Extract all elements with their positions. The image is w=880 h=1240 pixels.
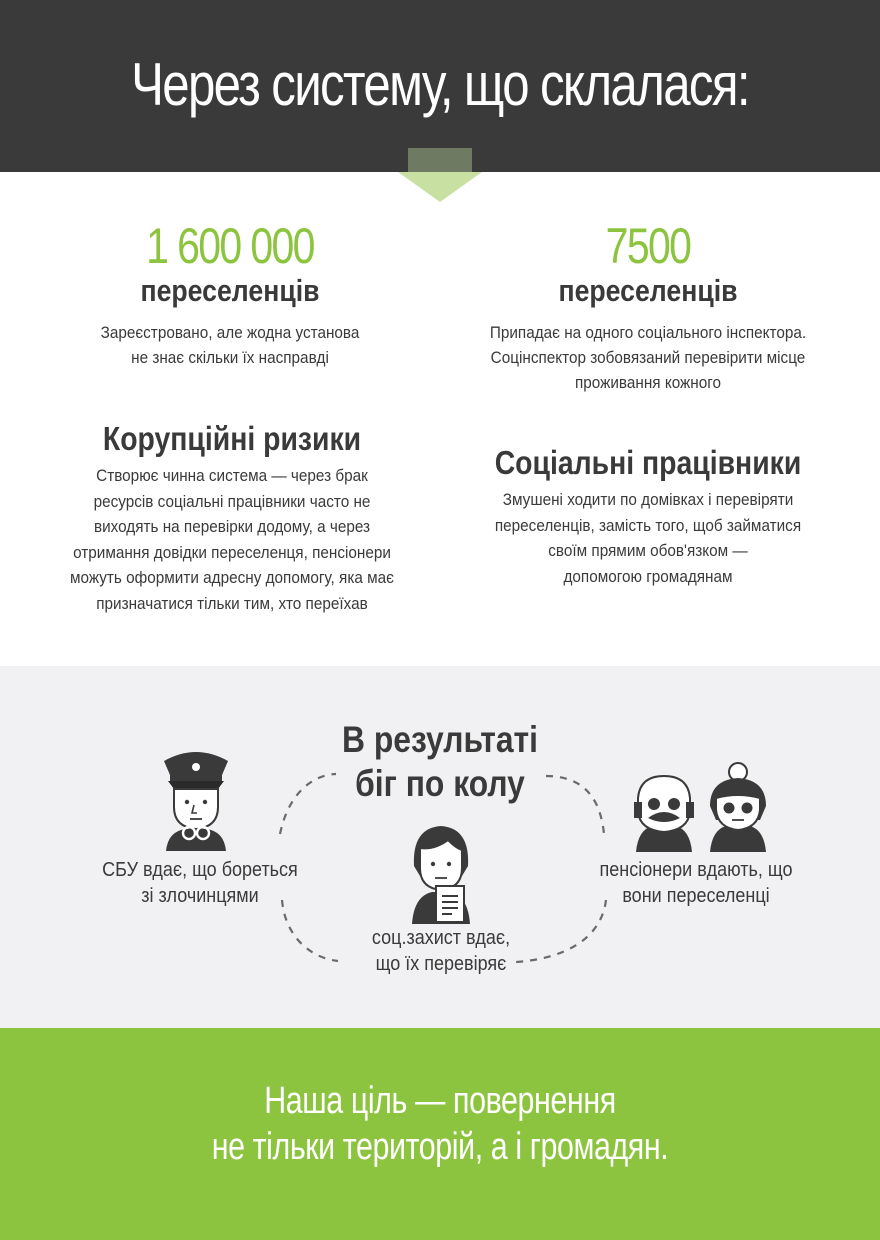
block-text-line: отримання довідки переселенця, пенсіонери (73, 542, 391, 562)
block-text-line: Створює чинна система — через брак (96, 466, 368, 485)
pensioners-caption (588, 857, 804, 909)
social-protection-caption-line: соц.захист вдає, (371, 927, 511, 949)
stat-unit: переселенців (140, 273, 320, 308)
pensioners-caption-line: пенсіонери вдають, що (599, 859, 793, 881)
social-protection-caption (341, 925, 541, 977)
block-text-line: виходять на перевірки додому, а через (93, 517, 371, 536)
sbu-caption (92, 857, 308, 909)
block-text (34, 463, 430, 616)
stat-description-line: Припадає на одного соціального інспектора. (489, 323, 807, 342)
stat-description-line: проживання кожного (575, 373, 721, 392)
block-title: Корупційні ризики (102, 420, 362, 457)
down-arrow-icon (0, 148, 880, 204)
block-text-line: переселенців, замість того, щоб займатися (494, 515, 802, 535)
corruption-risks-block (12, 419, 452, 616)
cycle-title-line: В результаті (342, 719, 538, 760)
stat-description-line: Зареєстровано, але жодна установа (100, 323, 360, 342)
social-workers-block (428, 443, 868, 589)
social-worker-icon (404, 822, 478, 924)
block-text-line: призначатися тільки тим, хто переїхав (96, 593, 368, 613)
social-protection-caption-line: що їх перевіряє (375, 953, 507, 975)
block-text-line: ресурсів соціальні працівники часто не (93, 491, 371, 511)
sbu-caption-line: зі злочинцями (141, 885, 259, 907)
pensioners-caption-line: вони переселенці (622, 885, 770, 907)
stat-description-line: не знає скільки їх насправді (131, 348, 329, 367)
footer-slogan-line: не тільки територій, а і громадян. (211, 1126, 669, 1168)
cycle-title (311, 718, 569, 806)
block-text-line: своїм прямим обов'язком — (548, 541, 748, 560)
page-title: Через систему, що склалася: (131, 51, 749, 118)
footer-slogan-line: Наша ціль — повернення (264, 1080, 616, 1122)
block-title: Соціальні працівники (494, 444, 802, 481)
stat-description (41, 320, 419, 370)
stat-description-line: Соцінспектор зобовязаний перевірити місце (490, 348, 806, 367)
stat-description (459, 320, 837, 395)
block-text-line: допомогою громадянам (563, 566, 733, 586)
block-text (450, 487, 846, 589)
stat-number: 7500 (605, 218, 691, 274)
header-banner (0, 0, 880, 172)
pensioners-icon (630, 762, 772, 852)
stat-per-inspector (438, 218, 858, 395)
cycle-title-line: біг по колу (355, 763, 525, 804)
stat-number: 1 600 000 (146, 218, 314, 274)
stat-unit: переселенців (558, 273, 738, 308)
stat-displaced-total (20, 218, 440, 370)
block-text-line: можуть оформити адресну допомогу, яка має (70, 568, 394, 587)
sbu-caption-line: СБУ вдає, що бореться (102, 859, 298, 881)
footer-slogan (88, 1078, 792, 1170)
block-text-line: Змушені ходити по домівках і перевіряти (502, 490, 794, 509)
police-officer-icon (158, 745, 234, 851)
